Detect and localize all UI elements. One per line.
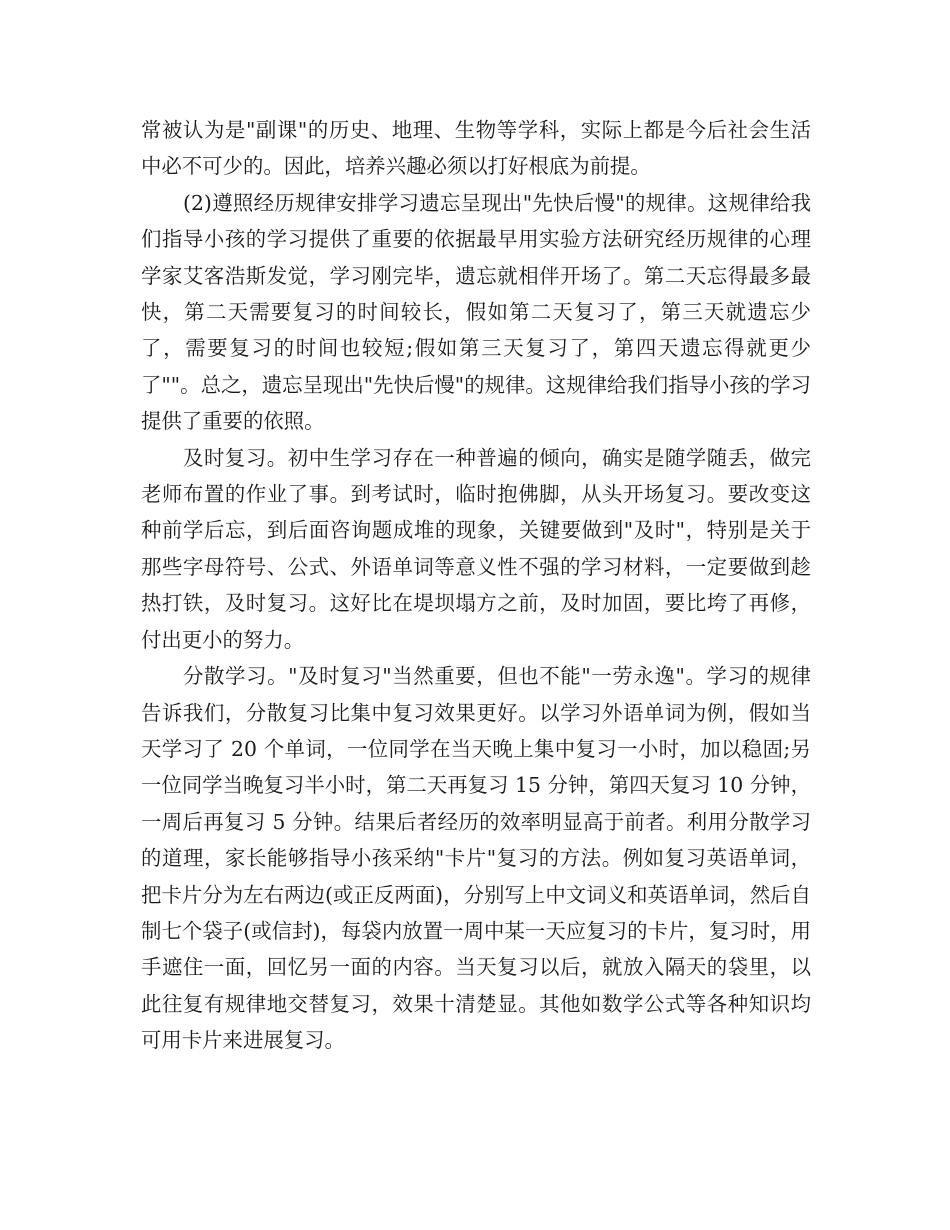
paragraph-continuation: 常被认为是"副课"的历史、地理、生物等学科，实际上都是今后社会生活中必不可少的。因此，培养兴趣必须以打好根底为前提。 [141,118,811,179]
paragraph-memory-rule: (2)遵照经历规律安排学习遗忘呈现出"先快后慢"的规律。这规律给我们指导小孩的学习提供了重要的依据最早用实验方法研究经历规律的心理学家艾客浩斯发觉，学习刚完毕，遗忘就相伴开场了。第二天忘得最多最快，第二天需要复习的时间较长，假如第二天复习了，第三天就遗忘少了，需要复习的时间也较短;假如第三天复习了，第四天遗忘得就更少了""。总之，遗忘呈现出"先快后慢"的规律。这规律给我们指导小孩的学习提供了重要的依照。 [141,190,811,434]
document-body [141,112,811,1059]
paragraph-distributed-learning: 分散学习。"及时复习"当然重要，但也不能"一劳永逸"。学习的规律告诉我们，分散复习比集中复习效果更好。以学习外语单词为例，假如当天学习了 20 个单词，一位同学在当天晚上集中复习一小时，加以稳固;另一位同学当晚复习半小时，第二天再复习 15 分钟，第四天复习 10 分钟，一周后再复习 5 分钟。结果后者经历的效率明显高于前者。利用分散学习的道理，家长能够指导小孩采纳"卡片"复习的方法。例如复习英语单词，把卡片分为左右两边(或正反两面)，分别写上中文词义和英语单词，然后自制七个袋子(或信封)，每袋内放置一周中某一天应复习的卡片，复习时，用手遮住一面，回忆另一面的内容。当天复习以后，就放入隔天的袋里，以此往复有规律地交替复习，效果十清楚显。其他如数学公式等各种知识均可用卡片来进展复习。 [141,664,811,1053]
paragraph-timely-review: 及时复习。初中生学习存在一种普遍的倾向，确实是随学随丢，做完老师布置的作业了事。到考试时，临时抱佛脚，从头开场复习。要改变这种前学后忘，到后面咨询题成堆的现象，关键要做到"及时"，特别是关于那些字母符号、公式、外语单词等意义性不强的学习材料，一定要做到趁热打铁，及时复习。这好比在堤坝塌方之前，及时加固，要比垮了再修，付出更小的努力。 [141,445,811,652]
